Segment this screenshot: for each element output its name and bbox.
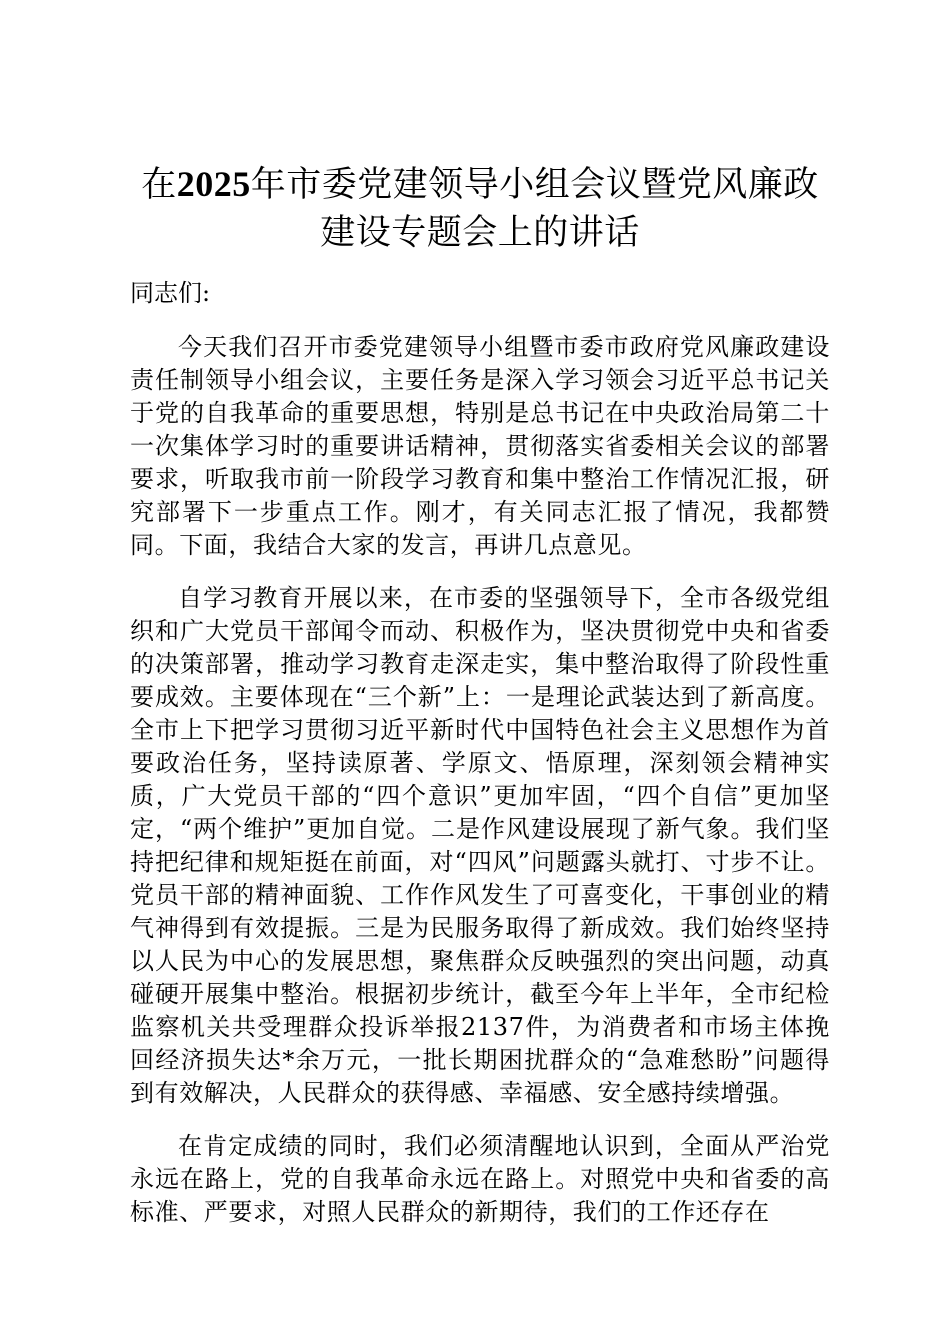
paragraph-2: 自学习教育开展以来，在市委的坚强领导下，全市各级党组织和广大党员干部闻令而动、积极作为，坚决贯彻党中央和省委的决策部署，推动学习教育走深走实，集中整治取得了阶段性重要成效。主要体现在“三个新”上：一是理论武装达到了新高度。全市上下把学习贯彻习近平新时代中国特色社会主义思想作为首要政治任务，坚持读原著、学原文、悟原理，深刻领会精神实质，广大党员干部的“四个意识”更加牢固，“四个自信”更加坚定，“两个维护”更加自觉。二是作风建设展现了新气象。我们坚持把纪律和规矩挺在前面，对“四风”问题露头就打、寸步不让。党员干部的精神面貌、工作作风发生了可喜变化，干事创业的精气神得到有效提振。三是为民服务取得了新成效。我们始终坚持以人民为中心的发展思想，聚焦群众反映强烈的突出问题，动真碰硬开展集中整治。根据初步统计，截至今年上半年，全市纪检监察机关共受理群众投诉举报2137件，为消费者和市场主体挽回经济损失达*余万元，一批长期困扰群众的“急难愁盼”问题得到有效解决，人民群众的获得感、幸福感、安全感持续增强。 xyxy=(130,584,830,1107)
paragraph-1: 今天我们召开市委党建领导小组暨市委市政府党风廉政建设责任制领导小组会议，主要任务是深入学习领会习近平总书记关于党的自我革命的重要思想，特别是总书记在中央政治局第二十一次集体学习时的重要讲话精神，贯彻落实省委相关会议的部署要求，听取我市前一阶段学习教育和集中整治工作情况汇报，研究部署下一步重点工作。刚才，有关同志汇报了情况，我都赞同。下面，我结合大家的发言，再讲几点意见。 xyxy=(130,333,830,559)
title-year: 2025 xyxy=(176,164,251,204)
salutation: 同志们: xyxy=(130,279,211,307)
document-title xyxy=(130,160,830,257)
title-prefix: 在 xyxy=(141,165,177,205)
title-line1-rest: 年市委党建领导小组会议暨党风廉政 xyxy=(250,165,819,205)
paragraph-3: 在肯定成绩的同时，我们必须清醒地认识到，全面从严治党永远在路上，党的自我革命永远在路上。对照党中央和省委的高标准、严要求，对照人民群众的新期待，我们的工作还存在 xyxy=(130,1132,830,1226)
document-page xyxy=(130,160,830,1229)
title-line2: 建设专题会上的讲话 xyxy=(320,213,640,253)
